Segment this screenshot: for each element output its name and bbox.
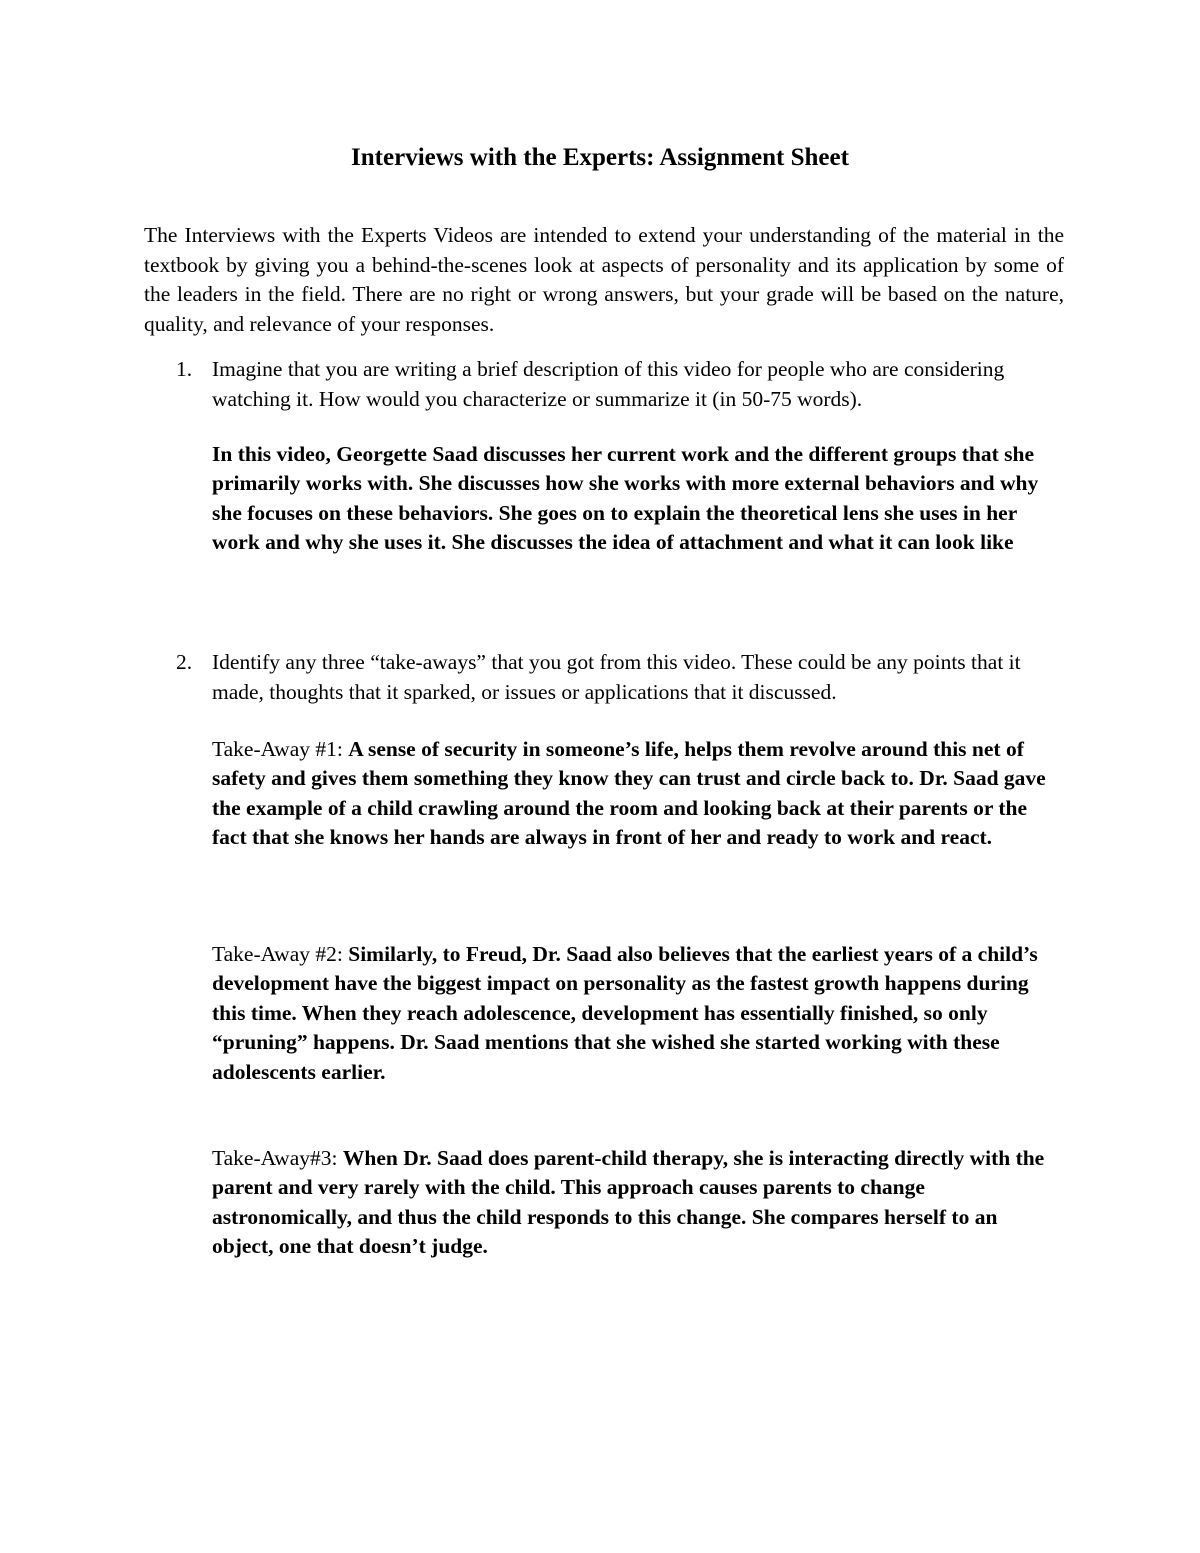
question-1-text: Imagine that you are writing a brief description of this video for people who are considering watching it. How would you characterize or summarize it (in 50-75 words). [212,357,1005,411]
takeaway-3-label: Take-Away#3: [212,1146,343,1170]
takeaway-2-text: Similarly, to Freud, Dr. Saad also believes that the earliest years of a child’s development have the biggest impact on personality as the fastest growth happens during this time. When they reach adolescence, development has essentially finished, so only “pruning” happens. Dr. Saad mentions that she wished she started working with these adolescents earlier. [212,942,1038,1084]
answer-1: In this video, Georgette Saad discusses her current work and the different groups that she primarily works with. She discusses how she works with more external behaviors and why she focuses on these behaviors. She goes on to explain the theoretical lens she uses in her work and why she uses it. She discusses the idea of attachment and what it can look like [212,442,1039,555]
takeaway-1 [212,735,1062,853]
question-1-number: 1. [176,357,193,381]
document-title: Interviews with the Experts: Assignment Sheet [351,144,849,171]
question-1 [144,355,1064,414]
takeaway-3 [212,1144,1062,1262]
takeaway-2-label: Take-Away #2: [212,942,349,966]
takeaway-2 [212,940,1062,1087]
question-2-number: 2. [176,650,193,674]
intro-paragraph: The Interviews with the Experts Videos are intended to extend your understanding of the material in the textbook by giving you a behind-the-scenes look at aspects of personality and its application by some of the leaders in the field. There are no right or wrong answers, but your grade will be based on the nature, quality, and relevance of your responses. [144,223,1064,336]
question-2-text: Identify any three “take-aways” that you got from this video. These could be any points that it made, thoughts that it sparked, or issues or applications that it discussed. [212,650,1021,704]
takeaway-1-text: A sense of security in someone’s life, helps them revolve around this net of safety and gives them something they know they can trust and circle back to. Dr. Saad gave the example of a child crawling around the room and looking back at their parents or the fact that she knows her hands are always in front of her and ready to work and react. [212,737,1046,850]
takeaway-1-label: Take-Away #1: [212,737,349,761]
question-2 [144,648,1064,707]
takeaway-3-text: When Dr. Saad does parent-child therapy, she is interacting directly with the parent and very rarely with the child. This approach causes parents to change astronomically, and thus the child responds to this change. She compares herself to an object, one that doesn’t judge. [212,1146,1045,1259]
